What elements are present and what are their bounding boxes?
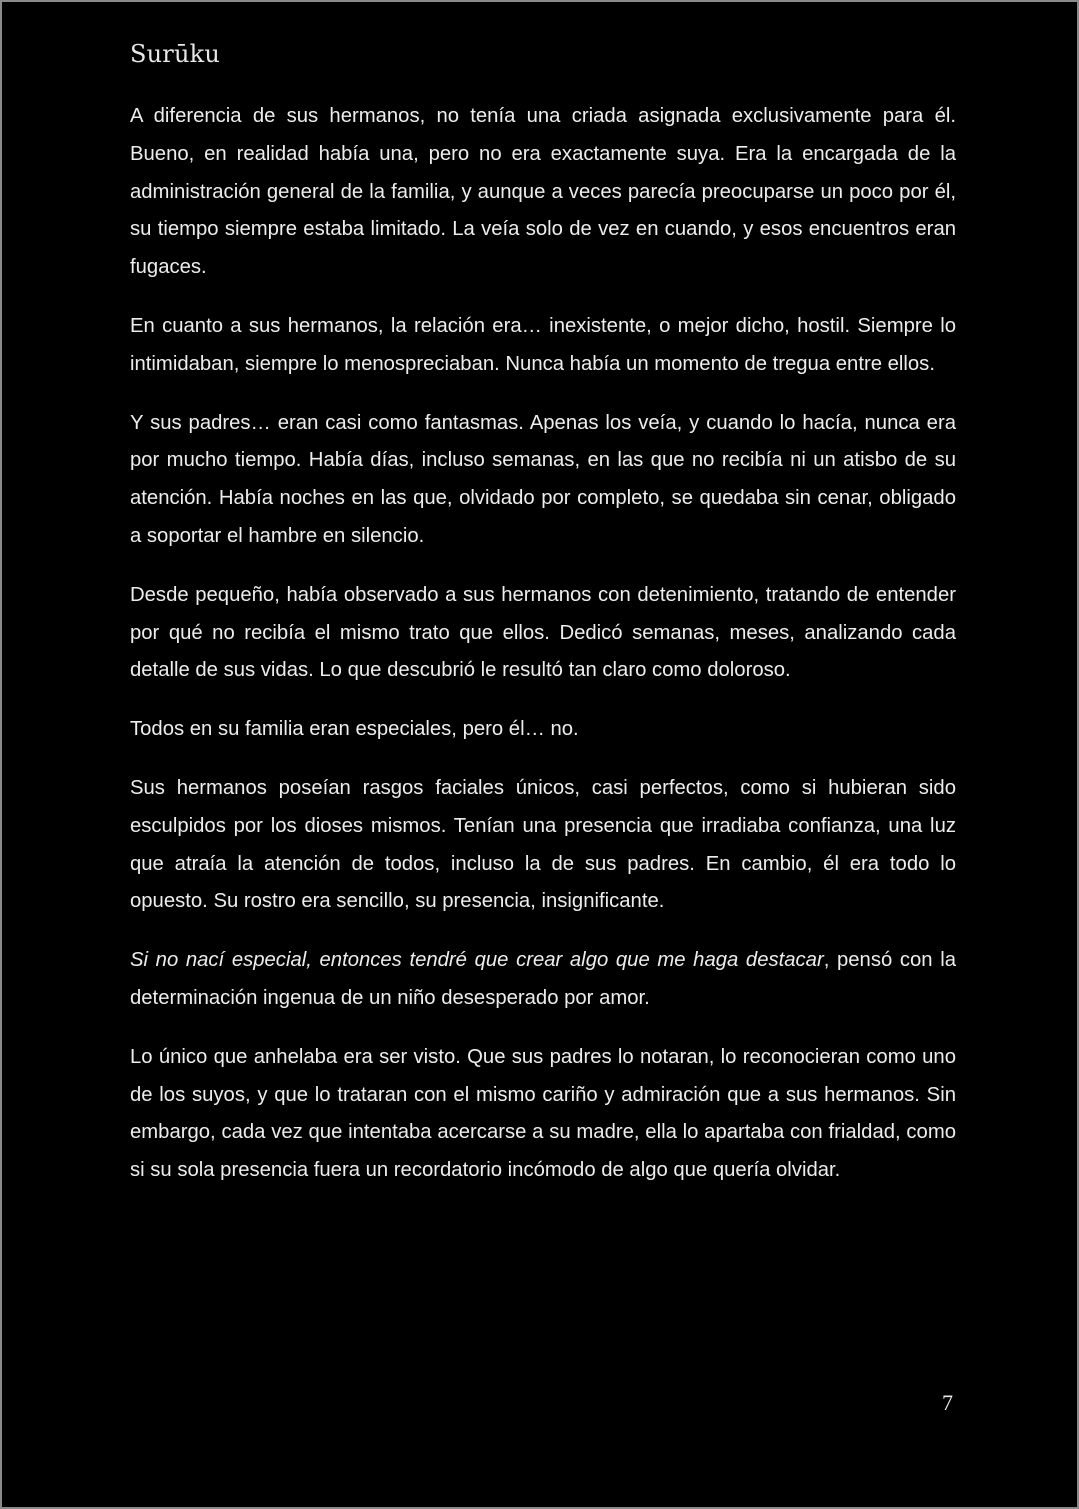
paragraph-8: Lo único que anhelaba era ser visto. Que sus padres lo notaran, lo reconocieran como uno de los suyos, y que lo trataran con el mismo cariño y admiración que a sus hermanos. Sin embargo, cada vez que intentaba acercarse a su madre, ella lo apartaba con frialdad, como si su sola presencia fuera un recordatorio incómodo de algo que quería olvidar. — [130, 1045, 956, 1182]
inner-thought-italic: Si no nací especial, entonces tendré que crear algo que me haga destacar — [130, 949, 824, 972]
paragraph-4: Desde pequeño, había observado a sus hermanos con detenimiento, tratando de entender por qué no recibía el mismo trato que ellos. Dedicó semanas, meses, analizando cada detalle de sus vidas. Lo que descubrió le resultó tan claro como doloroso. — [130, 583, 956, 682]
paragraph-1: A diferencia de sus hermanos, no tenía una criada asignada exclusivamente para él. Bueno, en realidad había una, pero no era exactamente suya. Era la encargada de la administración general de la familia, y aunque a veces parecía preocuparse un poco por él, su tiempo siempre estaba limitado. La veía solo de vez en cuando, y esos encuentros eran fugaces. — [130, 105, 956, 279]
paragraph-3: Y sus padres… eran casi como fantasmas. Apenas los veía, y cuando lo hacía, nunca era por mucho tiempo. Había días, incluso semanas, en las que no recibía ni un atisbo de su atención. Había noches en las que, olvidado por completo, se quedaba sin cenar, obligado a soportar el hambre en silencio. — [130, 411, 956, 547]
paragraph-5: Todos en su familia eran especiales, pero él… no. — [130, 718, 579, 741]
paragraph-7-thought — [130, 942, 956, 1018]
chapter-body — [130, 98, 956, 1211]
running-header-title: Surūku — [130, 40, 221, 68]
thought-continuation: , pensó con la determinación ingenua de un niño desesperado por amor. — [130, 949, 956, 1009]
page-number: 7 — [942, 1390, 953, 1415]
paragraph-6: Sus hermanos poseían rasgos faciales únicos, casi perfectos, como si hubieran sido esculpidos por los dioses mismos. Tenían una presencia que irradiaba confianza, una luz que atraía la atención de todos, incluso la de sus padres. En cambio, él era todo lo opuesto. Su rostro era sencillo, su presencia, insignificante. — [130, 776, 956, 913]
paragraph-2: En cuanto a sus hermanos, la relación era… inexistente, o mejor dicho, hostil. Siempre lo intimidaban, siempre lo menospreciaban. Nunca había un momento de tregua entre ellos. — [130, 314, 956, 375]
